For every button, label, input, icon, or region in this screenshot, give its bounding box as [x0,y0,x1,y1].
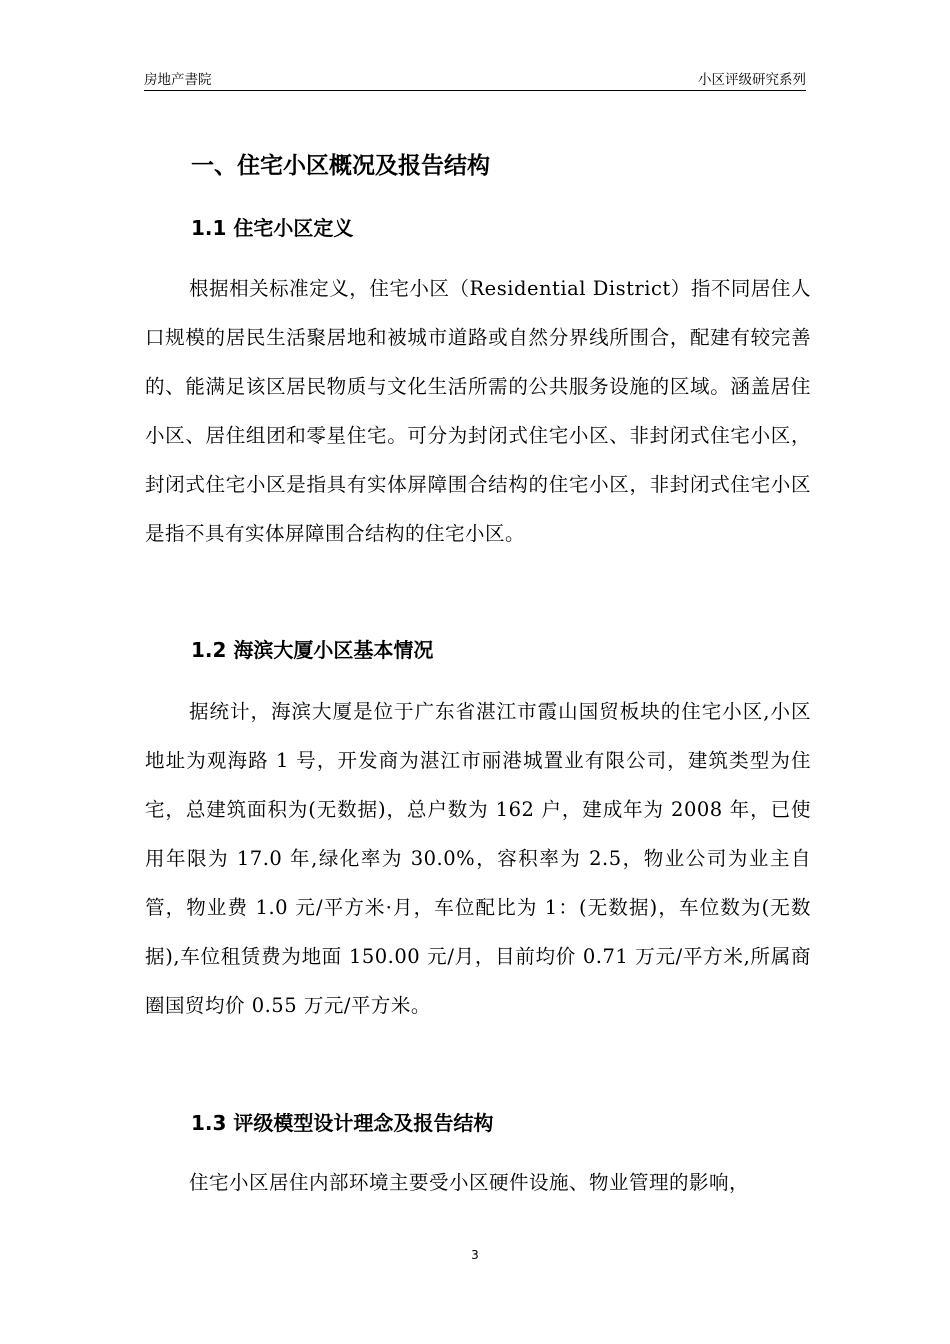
paragraph-definition: 根据相关标准定义，住宅小区（Residential District）指不同居住人口规模的居民生活聚居地和被城市道路或自然分界线所围合，配建有较完善的、能满足该区居民物质与文化生活所需的公共服务设施的区域。涵盖居住小区、居住组团和零星住宅。可分为封闭式住宅小区、非封闭式住宅小区，封闭式住宅小区是指具有实体屏障围合结构的住宅小区，非封闭式住宅小区是指不具有实体屏障围合结构的住宅小区。 [145,277,811,545]
header-publisher: 房地产書院 [144,72,212,88]
paragraph-basic-info: 据统计，海滨大厦是位于广东省湛江市霞山国贸板块的住宅小区,小区地址为观海路 1 号，开发商为湛江市丽港城置业有限公司，建筑类型为住宅，总建筑面积为(无数据)，总户数为 162 户，建成年为 2008 年，已使用年限为 17.0 年,绿化率为 30.0%，容积率为 2.5，物业公司为业主自管，物业费 1.0 元/平方米·月，车位配比为 1：(无数据)，车位数为(无数据),车位租赁费为地面 150.00 元/月，目前均价 0.71 万元/平方米,所属商圈国贸均价 0.55 万元/平方米。 [145,700,811,1017]
page-number: 3 [471,1248,479,1262]
section-heading: 一、住宅小区概况及报告结构 [191,153,490,179]
subsection-heading-1-2: 1.2 海滨大厦小区基本情况 [191,638,434,662]
subsection-heading-1-3: 1.3 评级模型设计理念及报告结构 [191,1111,494,1135]
header-series-title: 小区评级研究系列 [698,72,806,88]
page-header [144,66,806,91]
subsection-heading-1-1: 1.1 住宅小区定义 [191,216,354,240]
paragraph-model-design: 住宅小区居住内部环境主要受小区硬件设施、物业管理的影响， [189,1171,750,1194]
